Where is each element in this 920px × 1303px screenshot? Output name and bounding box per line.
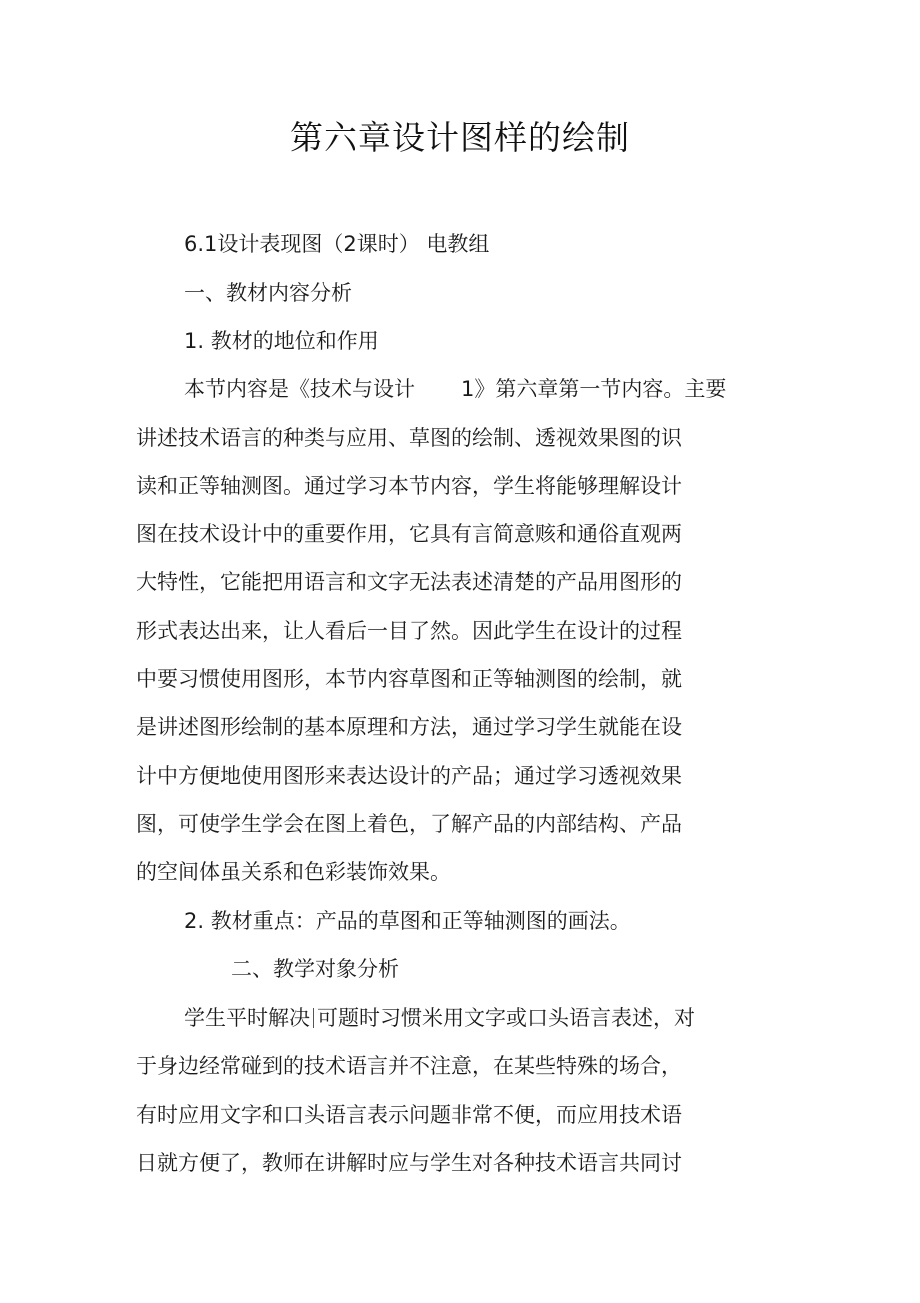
para1-line: 的空间体虽关系和色彩装饰效果。	[136, 860, 451, 884]
cursor-mark	[313, 1008, 314, 1028]
para2-line: 于身边经常碰到的技术语言并不注意，在某些特殊的场合，	[136, 1054, 682, 1078]
para1-line: 读和正等轴测图。通过学习本节内容，学生将能够理解设计	[136, 474, 682, 498]
part2-heading: 二、教学对象分析	[231, 957, 399, 981]
sub1-heading: 1. 教材的地位和作用	[184, 329, 379, 353]
para1-line: 大特性，它能把用语言和文字无法表述清楚的产品用图形的	[136, 570, 682, 594]
para1-line: 是讲述图形绘制的基本原理和方法，通过学习学生就能在设	[136, 715, 682, 739]
para1-line: 中要习惯使用图形，本节内容草图和正等轴测图的绘制，就	[136, 667, 682, 691]
page-title: 第六章设计图样的绘制	[290, 118, 630, 157]
para1-first-line-b: 1》第六章第一节内容。主要	[461, 377, 727, 401]
para1-line: 讲述技术语言的种类与应用、草图的绘制、透视效果图的识	[136, 426, 682, 450]
para1-line: 图，可使学生学会在图上着色，了解产品的内部结构、产品	[136, 812, 682, 836]
para1-line: 图在技术设计中的重要作用，它具有言简意赅和通俗直观两	[136, 522, 682, 546]
para1-line: 计中方便地使用图形来表达设计的产品；通过学习透视效果	[136, 764, 682, 788]
section-heading: 6.1设计表现图（2课时） 电教组	[184, 232, 490, 256]
para1-first-line-a: 本节内容是《技术与设计	[184, 377, 415, 401]
para2-line: 有时应用文字和口头语言表示问题非常不便，而应用技术语	[136, 1103, 682, 1127]
para2-first-line-b: 可题时习惯米用文字或口头语言表述，对	[317, 1006, 695, 1030]
para2-line: 日就方便了，教师在讲解时应与学生对各种技术语言共同讨	[136, 1151, 682, 1175]
para2-first-line-a: 学生平时解决	[184, 1006, 310, 1030]
para2-first-line	[184, 1004, 695, 1032]
para1-first-line	[184, 375, 726, 403]
para1-line: 形式表达出来，让人看后一目了然。因此学生在设计的过程	[136, 619, 682, 643]
part1-heading: 一、教材内容分析	[184, 281, 352, 305]
sub2-heading: 2. 教材重点：产品的草图和正等轴测图的画法。	[184, 909, 631, 933]
